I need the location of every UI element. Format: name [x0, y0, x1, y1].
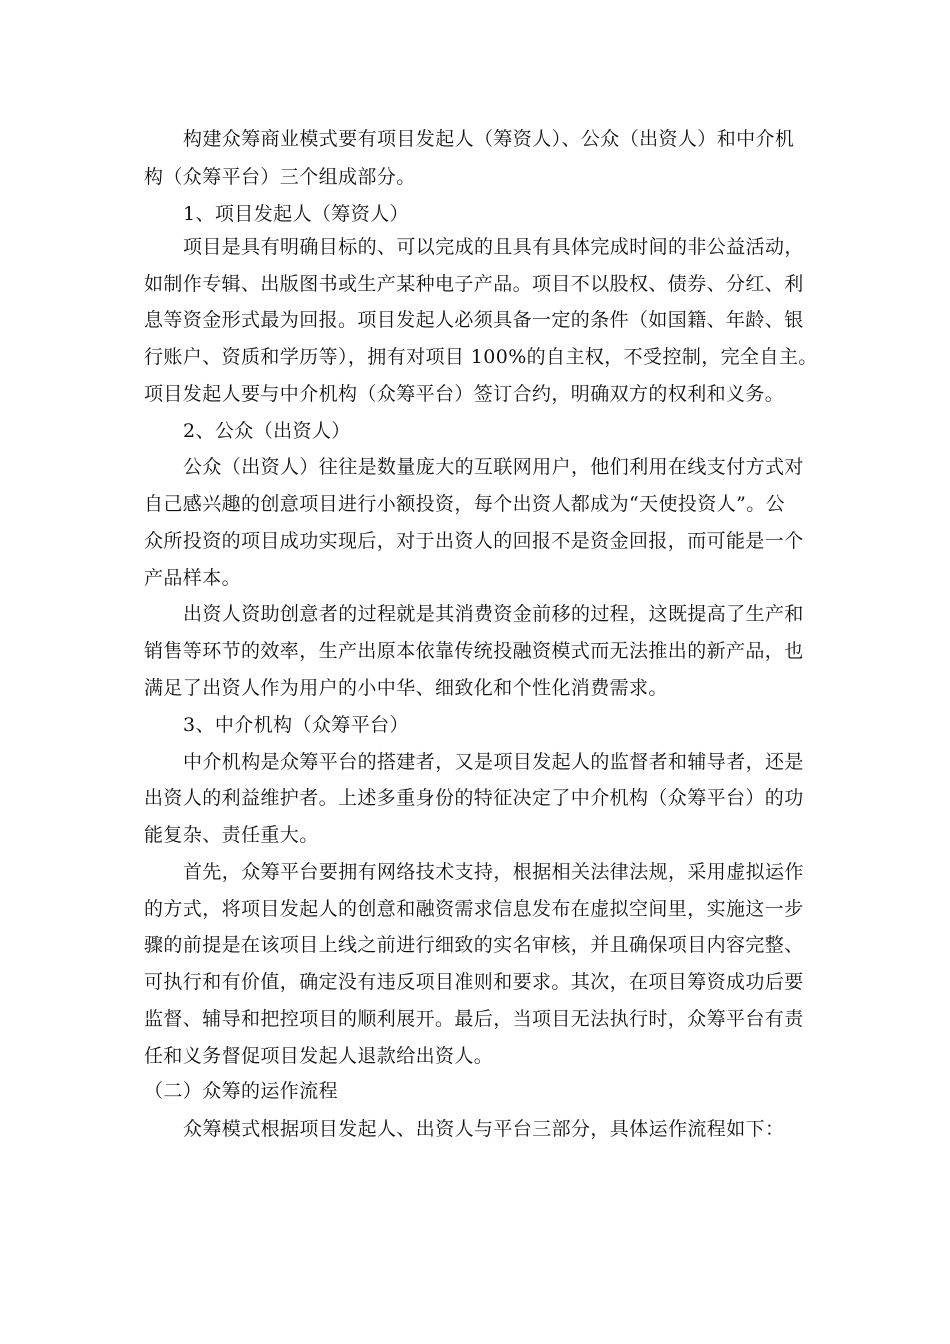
- paragraph-line: 满足了出资人作为用户的小中华、细致化和个性化消费需求。: [144, 677, 668, 699]
- paragraph-line: 中介机构是众筹平台的搭建者，又是项目发起人的监督者和辅导者，还是: [183, 751, 804, 773]
- paragraph-line: 息等资金形式最为回报。项目发起人必须具备一定的条件（如国籍、年龄、银: [144, 309, 804, 331]
- paragraph-line: 自己感兴趣的创意项目进行小额投资，每个出资人都成为“天使投资人”。公: [144, 493, 786, 515]
- paragraph-line: 任和义务督促项目发起人退款给出资人。: [144, 1045, 494, 1067]
- section-heading-initiator: 1、项目发起人（筹资人）: [183, 203, 409, 225]
- section-heading-platform: 3、中介机构（众筹平台）: [183, 714, 409, 736]
- section-heading-public: 2、公众（出资人）: [183, 420, 351, 442]
- paragraph-line: 监督、辅导和把控项目的顺利展开。最后，当项目无法执行时，众筹平台有责: [144, 1008, 804, 1030]
- paragraph-line: 项目是具有明确目标的、可以完成的且具有具体完成时间的非公益活动，: [183, 236, 804, 258]
- paragraph-line: 众筹模式根据项目发起人、出资人与平台三部分，具体运作流程如下：: [183, 1118, 785, 1140]
- paragraph-line: 众所投资的项目成功实现后，对于出资人的回报不是资金回报，而可能是一个: [144, 530, 804, 552]
- paragraph-line: 如制作专辑、出版图书或生产某种电子产品。项目不以股权、债券、分红、利: [144, 273, 804, 295]
- paragraph-line: 项目发起人要与中介机构（众筹平台）签订合约，明确双方的权利和义务。: [144, 383, 785, 405]
- paragraph-line: 可执行和有价值，确定没有违反项目准则和要求。其次，在项目筹资成功后要: [144, 971, 804, 993]
- paragraph-line: 骤的前提是在该项目上线之前进行细致的实名审核，并且确保项目内容完整、: [144, 934, 804, 956]
- paragraph-line: 首先，众筹平台要拥有网络技术支持，根据相关法律法规，采用虚拟运作: [183, 861, 804, 883]
- paragraph-line: 构建众筹商业模式要有项目发起人（筹资人）、公众（出资人）和中介机: [183, 128, 795, 150]
- paragraph-line: 产品样本。: [144, 567, 242, 589]
- paragraph-line: 出资人资助创意者的过程就是其消费资金前移的过程，这既提高了生产和: [183, 603, 804, 625]
- paragraph-line: 行账户、资质和学历等），拥有对项目 100%的自主权，不受控制，完全自主。: [144, 346, 818, 368]
- section-heading-process: （二）众筹的运作流程: [144, 1080, 339, 1102]
- paragraph-line: 出资人的利益维护者。上述多重身份的特征决定了中介机构（众筹平台）的功: [144, 787, 804, 809]
- paragraph-line: 能复杂、责任重大。: [144, 824, 319, 846]
- paragraph-line: 构（众筹平台）三个组成部分。: [144, 166, 416, 188]
- paragraph-line: 公众（出资人）往往是数量庞大的互联网用户，他们利用在线支付方式对: [183, 456, 804, 478]
- paragraph-line: 的方式，将项目发起人的创意和融资需求信息发布在虚拟空间里，实施这一步: [144, 898, 804, 920]
- paragraph-line: 销售等环节的效率，生产出原本依靠传统投融资模式而无法推出的新产品，也: [144, 640, 804, 662]
